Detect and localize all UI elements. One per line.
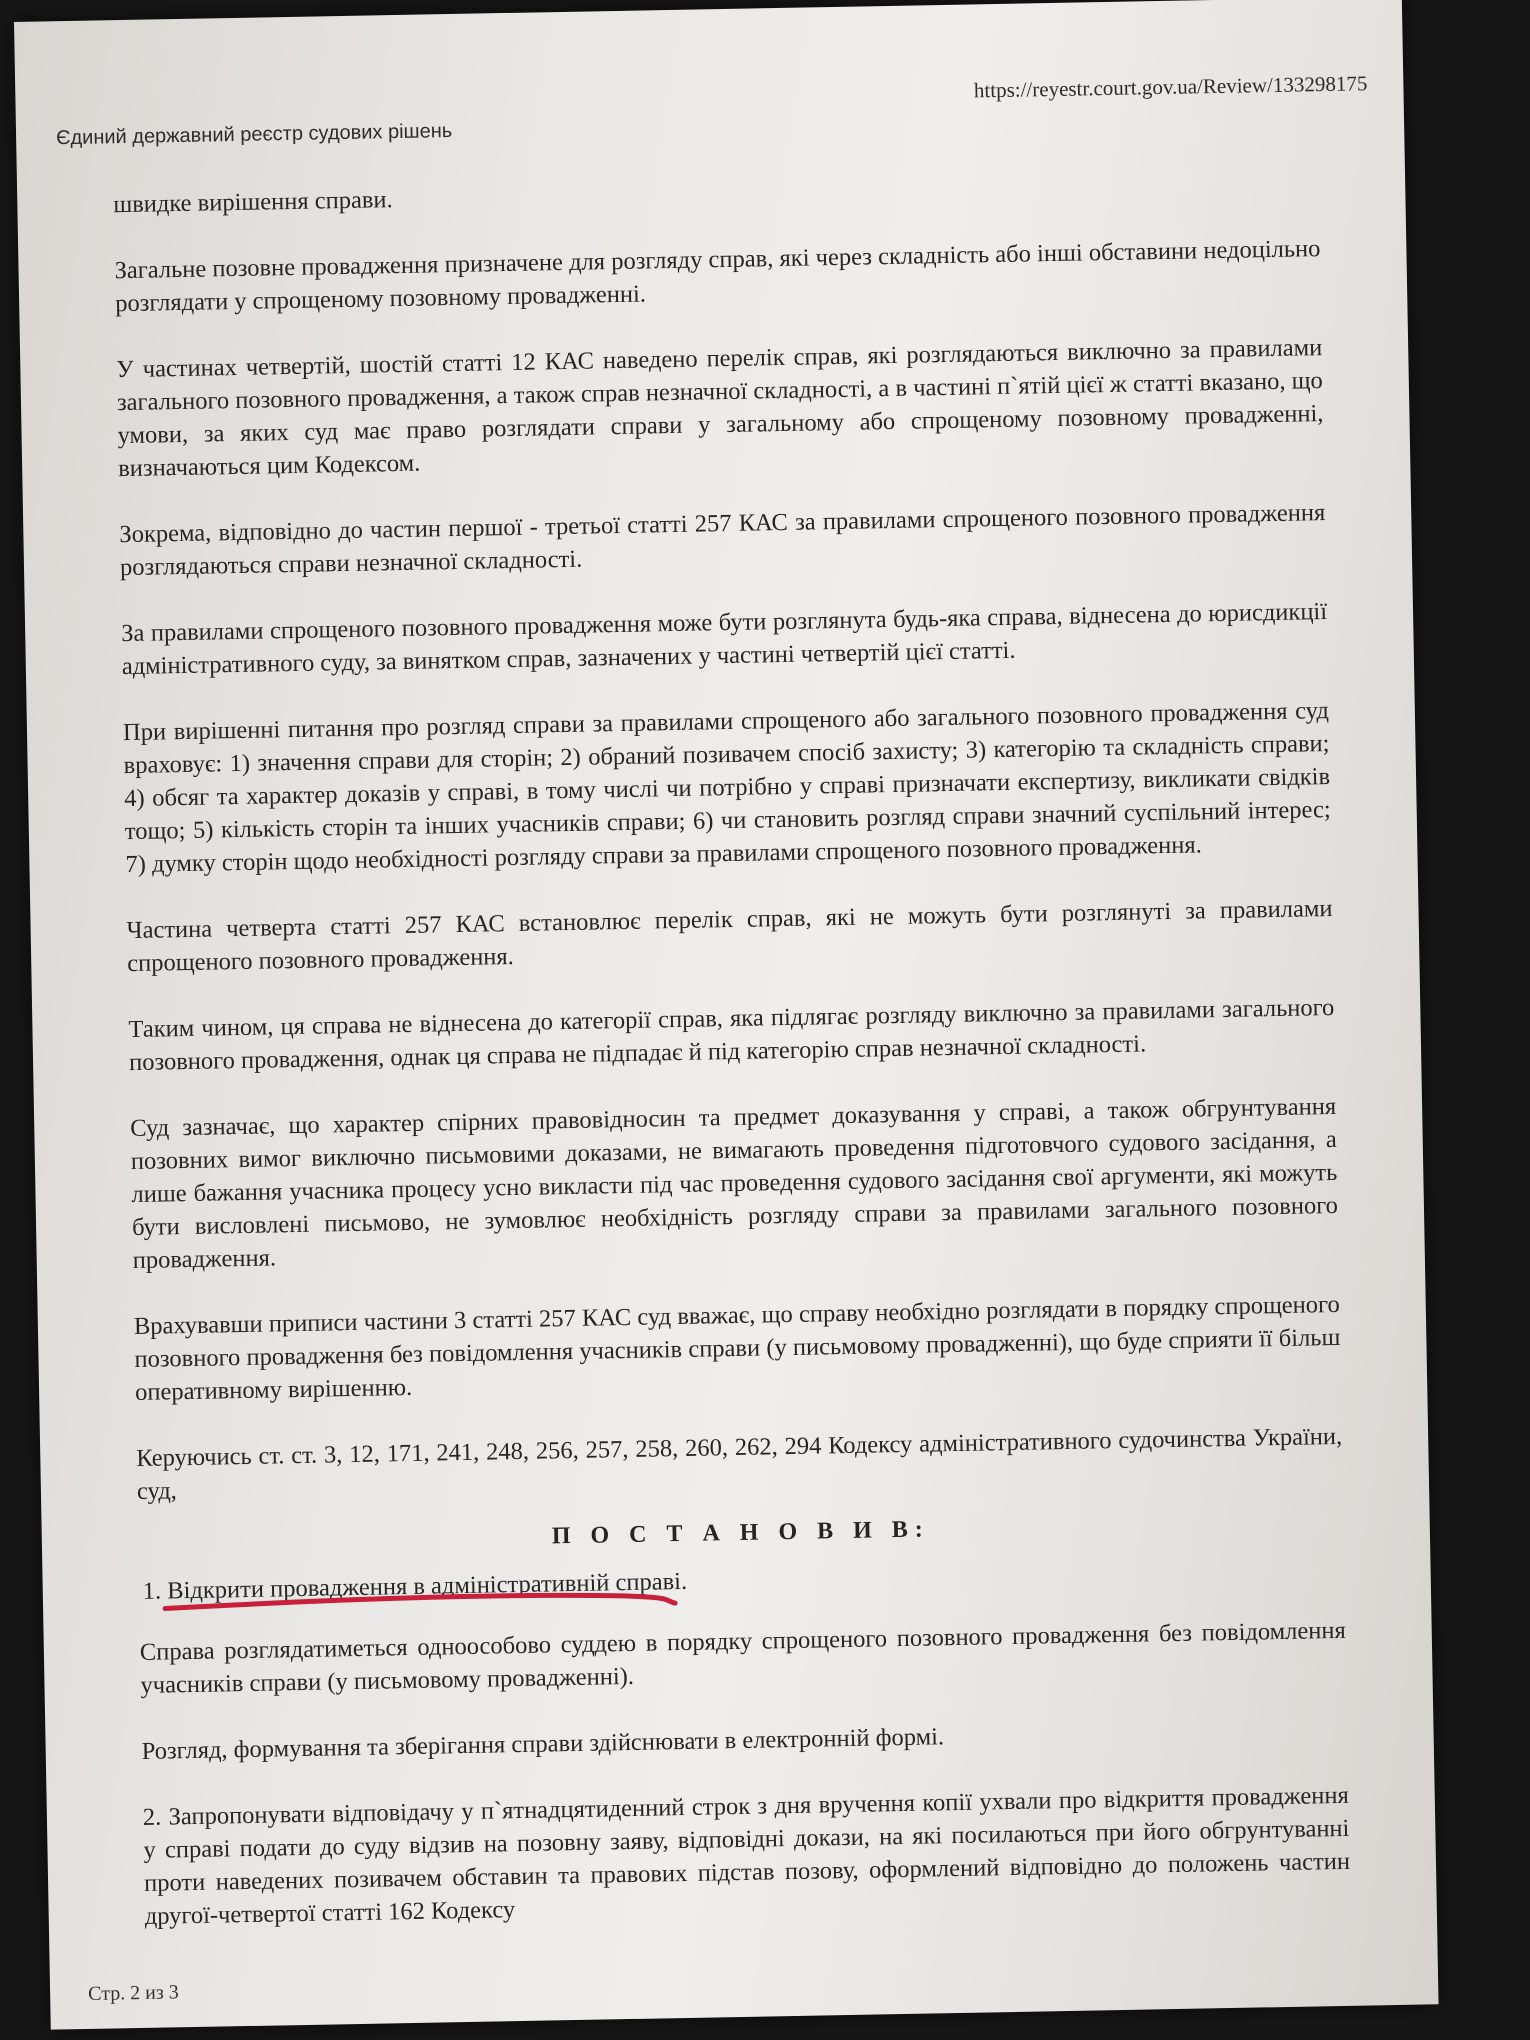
paragraph: Справа розглядатиметься одноособово суддею в порядку спрощеного позовного провадження без повідомлення учасників справи (у письмовому провадженні). <box>139 1616 1346 1699</box>
paragraph: Врахувавши приписи частини 3 статті 257 КАС суд вважає, що справу необхідно розглядати в порядку спрощеного позовного провадження без повідомлення учасників справи (у письмовому провадженні), що буде сприяти її більш оперативному вирішенню. <box>133 1290 1341 1407</box>
registry-title: Єдиний державний реєстр судових рішень <box>55 119 453 150</box>
paragraph: Зокрема, відповідно до частин першої - третьої статті 257 КАС за правилами спрощеного позовного провадження розглядаються справи незначної складності. <box>119 499 1326 582</box>
page-number: Стр. 2 из 3 <box>87 1981 180 2005</box>
item-1-text: 1. Відкрити провадження в адміністративній справі. <box>142 1565 687 1608</box>
paragraph: Суд зазначає, що характер спірних правовідносин та предмет доказування у справі, а також обгрунтування позовних вимог виключно письмовими доказами, не вимагають проведення підготовчого судового засідання, а лише бажання учасника процесу усно викласти під час проведення судового засідання свої аргументи, які можуть бути висловлені письмово, не зумовлює необхідність розгляду справи за правилами загального позовного провадження. <box>130 1092 1339 1275</box>
document-page <box>14 0 1439 2030</box>
resolution-heading: П О С Т А Н О В И В: <box>551 1516 931 1550</box>
paragraph: У частинах четвертій, шостій статті 12 КАС наведено перелік справ, які розглядаються виключно за правилами загального позовного провадження, а також справ незначної складності, а в частині п`ятій цієї ж статті вказано, що умови, за яких суд має право розглядати справи у загальному або спрощеному позовному провадженні, визначаються цим Кодексом. <box>116 334 1324 483</box>
document-body <box>113 166 1351 1966</box>
resolution-item-1 <box>138 1553 1344 1608</box>
paragraph: За правилами спрощеного позовного провадження може бути розглянута будь-яка справа, віднесена до юрисдикції адміністративного суду, за винятком справ, зазначених у частині четвертій цієї статті. <box>120 598 1328 681</box>
paragraph: Розгляд, формування та зберігання справи здійснювати в електронній формі. <box>141 1723 945 1765</box>
paragraph: Частина четверта статті 257 КАС встановлює перелік справ, які не можуть бути розглянуті за правилами спрощеного позовного провадження. <box>126 894 1333 978</box>
document-url: https://reyestr.court.gov.ua/Review/133298175 <box>973 71 1368 103</box>
paragraph: 2. Запропонувати відповідачу у п`ятнадцятиденний строк з дня вручення копії ухвали про відкриття провадження у справі подати до суду відзив на позовну заяву, відповідні докази, на які посилаються при його обгрунтуванні проти наведених позивачем обставин та правових підстав позову, оформлений відповідно до положень частин другої-четвертої статті 162 Кодексу <box>142 1781 1351 1930</box>
paragraph: Загальне позовне провадження призначене для розгляду справ, які через складність або інші обставини недоцільно розглядати у спрощеному позовному провадженні. <box>114 235 1321 318</box>
paragraph: При вирішенні питання про розгляд справи за правилами спрощеного або загального позовного провадження суд враховує: 1) значення справи для сторін; 2) обраний позивачем спосіб захисту; 3) категорію та складність справи; 4) обсяг та характер доказів у справі, в тому числі чи потрібно у справі призначати експертизу, викликати свідків тощо; 5) кількість сторін та інших учасників справи; 6) чи становить розгляд справи значний суспільний інтерес; 7) думку сторін щодо необхідності розгляду справи за правилами спрощеного позовного провадження. <box>122 697 1331 879</box>
paragraph: Таким чином, ця справа не віднесена до категорії справ, яка підлягає розгляду виключно за правилами загального позовного провадження, однак ця справа не підпадає й під категорію справ незначної складності. <box>128 993 1335 1077</box>
paragraph: Керуючись ст. ст. 3, 12, 171, 241, 248, 256, 257, 258, 260, 262, 294 Кодексу адміністративного судочинства України, суд, <box>136 1422 1343 1505</box>
paragraph: швидке вирішення справи. <box>113 186 393 219</box>
